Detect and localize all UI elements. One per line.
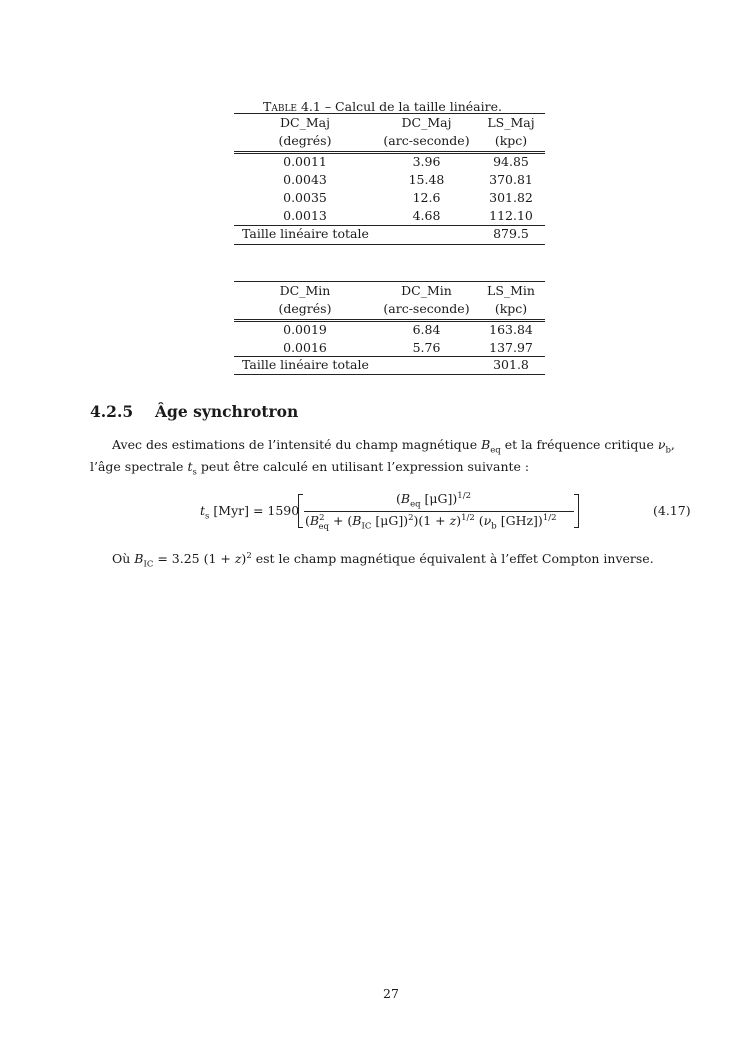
- equation-denominator-text: (: [474, 513, 484, 528]
- note-text: Où: [112, 551, 135, 566]
- table-header-cell: (degrés): [278, 301, 332, 316]
- table-caption-label: Table 4.1: [263, 99, 321, 114]
- paragraph-text: Avec des estimations de l’intensité du champ magnétique: [112, 437, 482, 452]
- table-cell: 0.0016: [283, 340, 327, 355]
- paragraph-text: peut être calculé en utilisant l’expression suivante :: [196, 459, 530, 474]
- table-total-label: Taille linéaire totale: [242, 226, 369, 241]
- paragraph-text: ,: [670, 437, 675, 452]
- equation-numerator: ($B_{eq}$ [μG])$^{1/2}$: [396, 490, 471, 510]
- table-total-label: Taille linéaire totale: [242, 357, 369, 372]
- table-total-value: 301.8: [493, 357, 529, 372]
- table-cell: 12.6: [412, 190, 441, 205]
- table-cell: 0.0019: [283, 322, 327, 337]
- table-header-cell: (arc-seconde): [383, 301, 470, 316]
- paragraph-line-1: Avec des estimations de l’intensité du champ magnétique $B_{eq}$ et la fréquence critique $\nu_b$,: [112, 437, 675, 456]
- table-caption: [263, 99, 502, 114]
- table-cell: 163.84: [489, 322, 533, 337]
- equation-denominator: ($B^2_{eq} + (B_{IC}$ $[\mu G])^2)(1 + z)^{1/2}$ ($\nu_b$ [GHz])$^{1/2}$: [305, 512, 557, 532]
- table-caption-text: – Calcul de la taille linéaire.: [320, 99, 502, 114]
- table-cell: 15.48: [408, 172, 445, 187]
- equation-number: (4.17): [653, 503, 691, 518]
- table-header-cell: (kpc): [494, 301, 528, 316]
- table-header-cell: DC_Min: [279, 283, 331, 298]
- fraction-line: [304, 511, 574, 512]
- table-cell: 301.82: [489, 190, 533, 205]
- section-title: Âge synchrotron: [155, 402, 299, 421]
- table-header-cell: (kpc): [494, 133, 528, 148]
- equation-denominator-text: )(1 +: [413, 513, 450, 528]
- table-cell: 5.76: [412, 340, 441, 355]
- table-header-cell: (degrés): [278, 133, 332, 148]
- table-header-cell: DC_Min: [401, 283, 452, 298]
- equation-denominator-text: [GHz]): [496, 513, 543, 528]
- equation-lhs: $t_s$ [Myr] = 1590: [200, 503, 300, 522]
- table-header-cell: DC_Maj: [280, 115, 330, 130]
- page-number: 27: [383, 986, 399, 1001]
- table-top-rule: [234, 281, 545, 282]
- left-bracket: [298, 494, 303, 528]
- table-cell: 0.0013: [283, 208, 327, 223]
- table-header-cell: LS_Min: [487, 283, 535, 298]
- table-cell: 6.84: [412, 322, 441, 337]
- equation-denominator-text: ): [456, 513, 462, 528]
- table-top-rule: [234, 113, 545, 114]
- note-text: est le champ magnétique équivalent à l’effet Compton inverse.: [251, 551, 654, 566]
- table-header-cell: LS_Maj: [487, 115, 535, 130]
- paragraph-line-2: l’âge spectrale $t_s$ peut être calculé en utilisant l’expression suivante :: [90, 459, 530, 478]
- note-text: = 3.25 (1 +: [153, 551, 235, 566]
- table-cell: 3.96: [412, 154, 441, 169]
- table-header-cell: DC_Maj: [401, 115, 452, 130]
- table-cell: 0.0043: [283, 172, 327, 187]
- table-cell: 137.97: [489, 340, 533, 355]
- table-header-rule: [234, 151, 545, 152]
- table-cell: 94.85: [493, 154, 529, 169]
- right-bracket: [574, 494, 579, 528]
- table-cell: 370.81: [489, 172, 533, 187]
- table-total-value: 879.5: [493, 226, 529, 241]
- equation-numerator-text: [μG]): [424, 491, 458, 506]
- note-line: Où $B_{IC} = 3.25$ $(1 + z)^2$ est le champ magnétique équivalent à l’effet Compton inverse.: [112, 550, 654, 570]
- table-cell: 4.68: [412, 208, 441, 223]
- table-cell: 0.0011: [283, 154, 327, 169]
- equation-denominator-text: + (: [328, 513, 353, 528]
- table-header-rule: [234, 319, 545, 320]
- paragraph-text: et la fréquence critique: [500, 437, 658, 452]
- equation-lhs-text: [Myr] = 1590: [213, 503, 300, 518]
- paragraph-text: l’âge spectrale: [90, 459, 188, 474]
- table-bottom-rule: [234, 244, 545, 245]
- table-cell: 0.0035: [283, 190, 327, 205]
- table-bottom-rule: [234, 374, 545, 375]
- section-number: 4.2.5: [90, 402, 134, 421]
- table-cell: 112.10: [489, 208, 533, 223]
- equation-denominator-text: [μG]): [371, 513, 409, 528]
- table-header-cell: (arc-seconde): [383, 133, 470, 148]
